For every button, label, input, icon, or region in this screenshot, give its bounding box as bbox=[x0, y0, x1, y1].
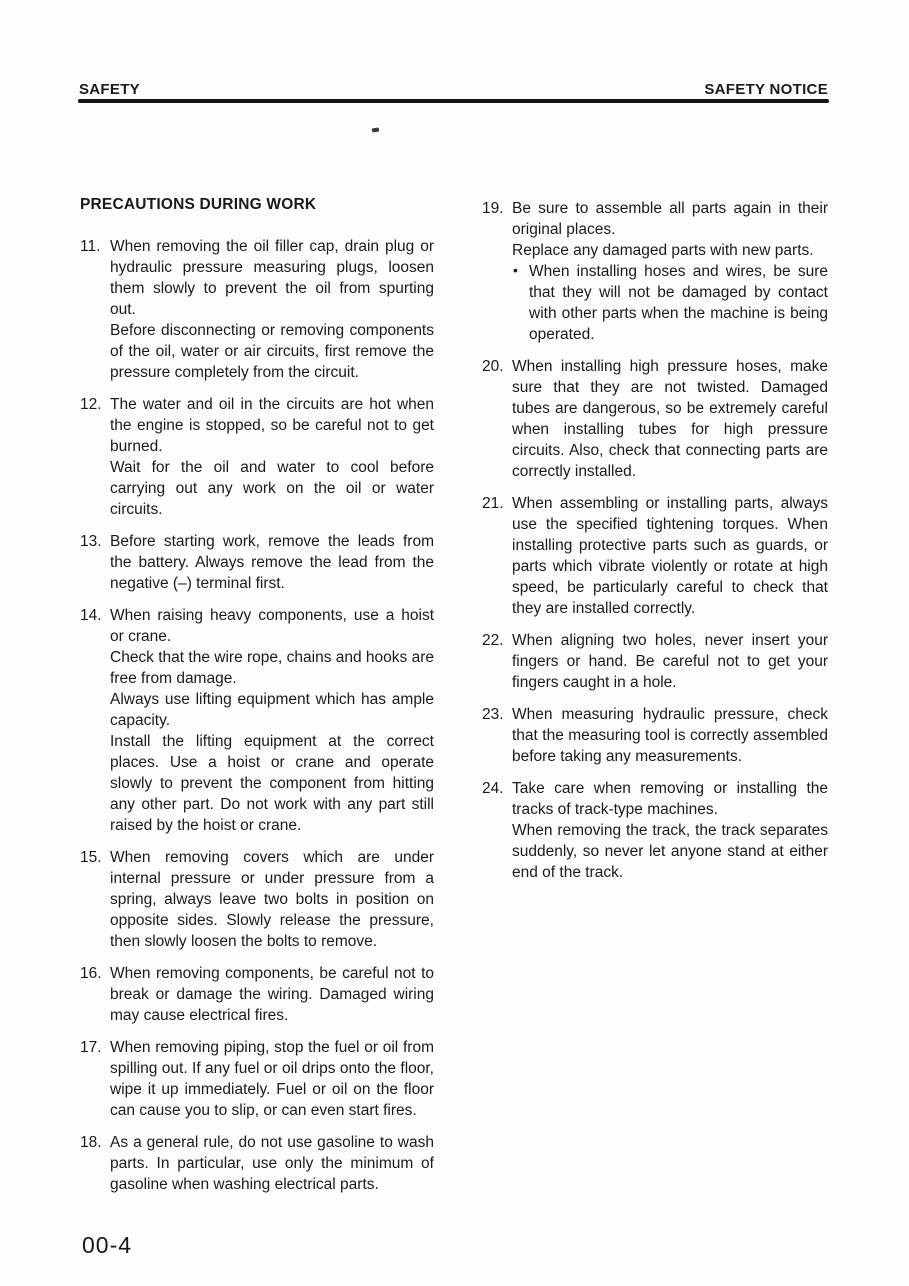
list-item bbox=[482, 630, 828, 693]
item-body bbox=[110, 963, 434, 1026]
paragraph: When removing the track, the track separates suddenly, so never let anyone stand at either end of the track. bbox=[512, 822, 828, 881]
item-number: 22. bbox=[482, 632, 504, 649]
paragraph: Check that the wire rope, chains and hooks are free from damage. bbox=[110, 649, 434, 687]
item-number: 13. bbox=[80, 533, 102, 550]
item-body bbox=[110, 531, 434, 594]
page-number: 00-4 bbox=[82, 1232, 133, 1258]
item-number: 12. bbox=[80, 396, 102, 413]
paragraph: As a general rule, do not use gasoline to wash parts. In particular, use only the minimum of gasoline when washing electrical parts. bbox=[110, 1134, 434, 1193]
scan-artifact bbox=[372, 128, 379, 133]
paragraph: When removing the oil filler cap, drain plug or hydraulic pressure measuring plugs, loosen them slowly to prevent the oil from spurting out. bbox=[110, 238, 434, 318]
item-body bbox=[110, 1037, 434, 1121]
column-left bbox=[80, 196, 434, 1206]
item-body bbox=[512, 198, 828, 345]
header-rule bbox=[78, 99, 829, 103]
section-heading: PRECAUTIONS DURING WORK bbox=[80, 196, 317, 213]
list-item bbox=[80, 531, 434, 594]
paragraph: Always use lifting equipment which has ample capacity. bbox=[110, 691, 434, 729]
item-body bbox=[110, 847, 434, 952]
paragraph: The water and oil in the circuits are hot when the engine is stopped, so be careful not to get burned. bbox=[110, 396, 434, 455]
item-body bbox=[512, 493, 828, 619]
paragraph: When removing piping, stop the fuel or oil from spilling out. If any fuel or oil drips onto the floor, wipe it up immediately. Fuel or oil on the floor can cause you to slip, or can even start fires. bbox=[110, 1039, 434, 1119]
paragraph: When aligning two holes, never insert your fingers or hand. Be careful not to get your fingers caught in a hole. bbox=[512, 632, 828, 691]
list-item bbox=[80, 847, 434, 952]
column-right-items bbox=[482, 198, 828, 883]
paragraph: When installing high pressure hoses, make sure that they are not twisted. Damaged tubes are dangerous, so be extremely careful when installing tubes for high pressure circuits. Also, check that connecting parts are correctly installed. bbox=[512, 358, 828, 480]
item-body bbox=[512, 704, 828, 767]
paragraph: When removing covers which are under internal pressure or under pressure from a spring, always leave two bolts in position on opposite sides. Slowly release the pressure, then slowly loosen the bolts to remove. bbox=[110, 849, 434, 950]
bullet-icon: • bbox=[513, 262, 518, 278]
paragraph: Before disconnecting or removing components of the oil, water or air circuits, first remove the pressure completely from the circuit. bbox=[110, 322, 434, 381]
column-right bbox=[482, 198, 828, 894]
item-number: 18. bbox=[80, 1134, 102, 1151]
item-number: 15. bbox=[80, 849, 102, 866]
paragraph: Wait for the oil and water to cool before carrying out any work on the oil or water circuits. bbox=[110, 459, 434, 518]
list-item bbox=[80, 1037, 434, 1121]
paragraph: Install the lifting equipment at the correct places. Use a hoist or crane and operate slowly to prevent the component from hitting any other part. Do not work with any part still raised by the hoist or crane. bbox=[110, 733, 434, 834]
list-item bbox=[482, 704, 828, 767]
paragraph: When removing components, be careful not to break or damage the wiring. Damaged wiring may cause electrical fires. bbox=[110, 965, 434, 1024]
item-number: 19. bbox=[482, 200, 504, 217]
item-body bbox=[512, 356, 828, 482]
item-number: 16. bbox=[80, 965, 102, 982]
list-item bbox=[80, 394, 434, 520]
item-body bbox=[512, 778, 828, 883]
list-item bbox=[80, 236, 434, 383]
paragraph: Take care when removing or installing the tracks of track-type machines. bbox=[512, 780, 828, 818]
list-item bbox=[482, 198, 828, 345]
paragraph: Before starting work, remove the leads from the battery. Always remove the lead from the negative (–) terminal first. bbox=[110, 533, 434, 592]
item-body bbox=[512, 630, 828, 693]
list-item bbox=[482, 356, 828, 482]
list-item bbox=[482, 493, 828, 619]
running-header-right: SAFETY NOTICE bbox=[704, 81, 828, 98]
list-item bbox=[80, 963, 434, 1026]
paragraph: When assembling or installing parts, always use the specified tightening torques. When installing protective parts such as guards, or parts which vibrate violently or rotate at high speed, be particularly careful to check that they are installed correctly. bbox=[512, 495, 828, 617]
paragraph: Replace any damaged parts with new parts. bbox=[512, 242, 814, 259]
item-body bbox=[110, 394, 434, 520]
paragraph: When measuring hydraulic pressure, check that the measuring tool is correctly assembled before taking any measurements. bbox=[512, 706, 828, 765]
bullet-item: • When installing hoses and wires, be sure that they will not be damaged by contact with other parts when the machine is being operated. bbox=[513, 262, 828, 343]
item-body bbox=[110, 236, 434, 383]
list-item bbox=[482, 778, 828, 883]
item-body bbox=[110, 605, 434, 836]
item-number: 21. bbox=[482, 495, 504, 512]
paragraph: Be sure to assemble all parts again in their original places. bbox=[512, 200, 828, 238]
item-number: 24. bbox=[482, 780, 504, 797]
item-number: 14. bbox=[80, 607, 102, 624]
item-number: 17. bbox=[80, 1039, 102, 1056]
item-body bbox=[110, 1132, 434, 1195]
list-item bbox=[80, 605, 434, 836]
item-number: 11. bbox=[80, 238, 101, 255]
item-number: 20. bbox=[482, 358, 504, 375]
item-number: 23. bbox=[482, 706, 504, 723]
running-header-left: SAFETY bbox=[79, 81, 140, 98]
column-left-items bbox=[80, 236, 434, 1195]
paragraph: When raising heavy components, use a hoist or crane. bbox=[110, 607, 434, 645]
list-item bbox=[80, 1132, 434, 1195]
